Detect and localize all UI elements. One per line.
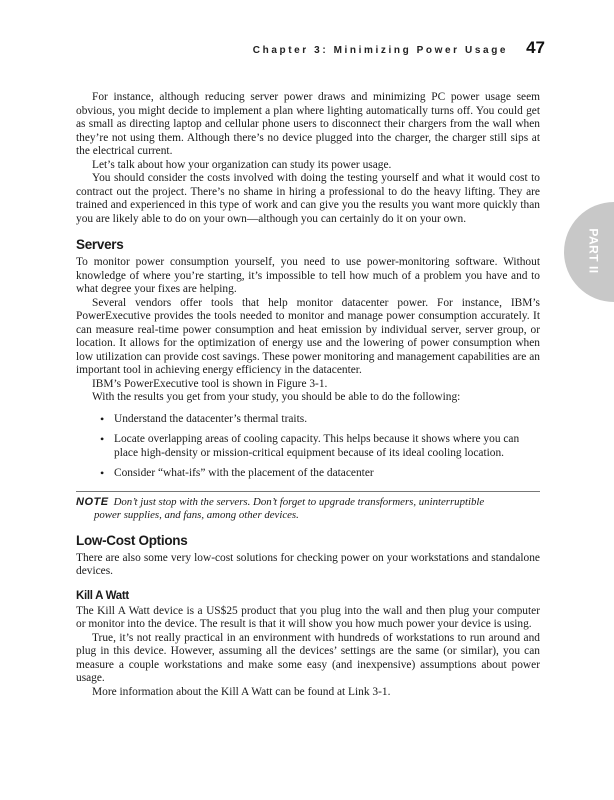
intro-paragraph-1: For instance, although reducing server power draws and minimizing PC power usage seem obvious, you might decide to implement a plan where lighting automatically turns off. You could get as small as directing laptop and cellular phone users to disconnect their chargers from the wall when they’re not using them. Although there’s no device plugged into the charger, the charger still sips at the electrical current.: [76, 91, 540, 157]
list-item: • Consider “what-ifs” with the placement of the datacenter: [100, 467, 540, 481]
running-header: [252, 38, 545, 60]
note-label: NOTE: [76, 495, 109, 508]
servers-paragraph-2: Several vendors offer tools that help monitor datacenter power. For instance, IBM’s PowerExecutive provides the tools needed to monitor and manage power consumption accurately. It can measure real-time power consumption and heat emission by individual server, server group, or location. It allows for the optimization of energy use and the lowering of power consumption when low utilization can provide cost savings. These power monitoring and management capabilities are an important tool in achieving energy efficiency in the datacenter.: [76, 296, 540, 376]
kill-a-watt-paragraph-3: More information about the Kill A Watt can be found at Link 3-1.: [92, 685, 391, 698]
chapter-title: Chapter 3: Minimizing Power Usage: [252, 45, 509, 56]
kill-a-watt-heading: Kill A Watt: [76, 589, 129, 602]
low-cost-paragraph-1: There are also some very low-cost solutions for checking power on your workstations and standalone devices.: [76, 551, 540, 577]
low-cost-heading: Low-Cost Options: [76, 532, 188, 548]
intro-paragraph-3: You should consider the costs involved with doing the testing yourself and what it would cost to contract out the project. There’s no shame in hiring a professional to do the heavy lifting. They are trained and experienced in this type of work and can give you the results you want more quickly than you are likely able to do on your own—although you can certainly do it on your own.: [76, 172, 540, 225]
page-number: 47: [526, 38, 545, 57]
servers-paragraph-4: With the results you get from your study, you should be able to do the following:: [92, 391, 461, 403]
kill-a-watt-paragraph-2: True, it’s not really practical in an environment with hundreds of workstations to run around and plug in this device. However, assuming all the devices’ settings are the same (or similar), you can measure a couple workstations and make some easy (and inexpensive) assumptions about power usage.: [76, 631, 540, 684]
list-item: • Understand the datacenter’s thermal traits.: [100, 413, 540, 427]
note-text-line-1: Don’t just stop with the servers. Don’t forget to upgrade transformers, uninterruptible: [113, 495, 485, 508]
note-box: [76, 491, 540, 522]
part-tab-text: PART II: [587, 228, 601, 274]
intro-paragraph-2: Let’s talk about how your organization can study its power usage.: [92, 158, 392, 171]
servers-paragraph-1: To monitor power consumption yourself, you need to use power-monitoring software. Without knowledge of where you’re starting, it’s impossible to tell how much of a problem you have and to what degree your fixes are helping.: [76, 256, 540, 295]
servers-paragraph-3: IBM’s PowerExecutive tool is shown in Figure 3-1.: [92, 377, 328, 390]
servers-bullet-list: [76, 413, 540, 481]
servers-heading: Servers: [76, 237, 124, 252]
kill-a-watt-paragraph-1: The Kill A Watt device is a US$25 product that you plug into the wall and then plug your computer or monitor into the device. The result is that it will show you how much power your device is using.: [76, 604, 540, 630]
list-item: • Locate overlapping areas of cooling capacity. This helps because it shows where you can place high-density or mission-critical equipment because of its ideal cooling location.: [100, 433, 540, 460]
page-body: [76, 91, 540, 699]
part-tab-label: [574, 228, 614, 274]
note-text-line-2: power supplies, and fans, among other devices.: [94, 508, 299, 521]
